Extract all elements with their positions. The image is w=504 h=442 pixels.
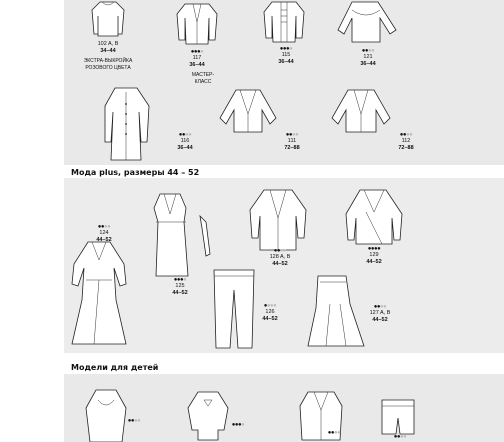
difficulty-dots: ●●●● — [263, 303, 277, 309]
model-number: 116 — [180, 138, 190, 144]
kids-blouse-drawing — [186, 390, 230, 442]
model-number: 117 — [192, 55, 202, 61]
difficulty-dots: ●●●● — [127, 418, 141, 424]
blouse-drawing — [175, 0, 219, 46]
difficulty-dots: ●●●● — [327, 430, 341, 436]
model-sizes: 44–52 — [366, 258, 382, 265]
kids-shorts-drawing — [380, 398, 416, 438]
model-number: 128 A, B — [269, 254, 291, 260]
dress-drawing — [150, 192, 220, 278]
section-band-3 — [64, 374, 504, 442]
coat-drawing — [344, 188, 404, 246]
difficulty-dots: ●●●● — [393, 434, 407, 440]
model-sizes: 44–52 — [372, 316, 388, 323]
section-heading-kids: Модели для детей — [71, 363, 159, 372]
difficulty-dots: ●●●● — [173, 277, 187, 283]
trousers-drawing — [212, 268, 256, 350]
blouse-drawing — [262, 0, 306, 44]
model-number: 121 — [363, 54, 373, 60]
blouse-drawing — [338, 0, 398, 44]
model-number: 125 — [175, 283, 185, 289]
shirt-dress-drawing — [103, 86, 151, 162]
difficulty-dots: ●●●● — [361, 48, 375, 54]
cardigan-drawing — [218, 88, 278, 134]
model-note: МАСТЕР-КЛАСС — [191, 72, 215, 85]
model-note: ЭКСТРА-ВЫКРОЙКА РОЗОВОГО ЦВЕТА — [83, 58, 133, 71]
dress-drawing — [68, 240, 130, 348]
model-number: 126 — [265, 309, 275, 315]
difficulty-dots: ●●●● — [273, 248, 287, 254]
model-sizes: 36–44 — [189, 61, 205, 68]
difficulty-dots: ●●●● — [367, 246, 381, 252]
model-sizes: 72–88 — [398, 144, 414, 151]
blouse-drawing — [88, 0, 128, 40]
section-heading-plus: Мода plus, размеры 44 – 52 — [71, 168, 200, 177]
difficulty-dots: ●●●● — [97, 224, 111, 230]
difficulty-dots: ●●●● — [231, 422, 245, 428]
model-sizes: 36–44 — [177, 144, 193, 151]
difficulty-dots: ●●●● — [178, 132, 192, 138]
model-number: 102 A, B — [97, 41, 119, 47]
model-sizes: 72–88 — [284, 144, 300, 151]
model-sizes: 44–52 — [262, 315, 278, 322]
model-sizes: 44–52 — [172, 289, 188, 296]
model-sizes: 44–52 — [272, 260, 288, 267]
model-sizes: 34–44 — [100, 47, 116, 54]
difficulty-dots: ●●●● — [279, 46, 293, 52]
difficulty-dots: ●●●● — [373, 304, 387, 310]
model-sizes: 36–44 — [278, 58, 294, 65]
model-number: 112 — [401, 138, 411, 144]
kids-dress-drawing — [84, 388, 128, 442]
difficulty-dots: ●●●● — [190, 49, 204, 55]
model-number: 124 — [99, 230, 109, 236]
skirt-drawing — [306, 274, 366, 348]
model-number: 127 A, B — [369, 310, 391, 316]
model-sizes: 36–44 — [360, 60, 376, 67]
model-number: 129 — [369, 252, 379, 258]
difficulty-dots: ●●●● — [285, 132, 299, 138]
model-number: 115 — [281, 52, 291, 58]
model-number: 111 — [287, 138, 297, 144]
model-sizes: 44–52 — [96, 236, 112, 243]
jacket-drawing — [248, 188, 308, 252]
cardigan-drawing — [330, 88, 392, 134]
difficulty-dots: ●●●● — [399, 132, 413, 138]
